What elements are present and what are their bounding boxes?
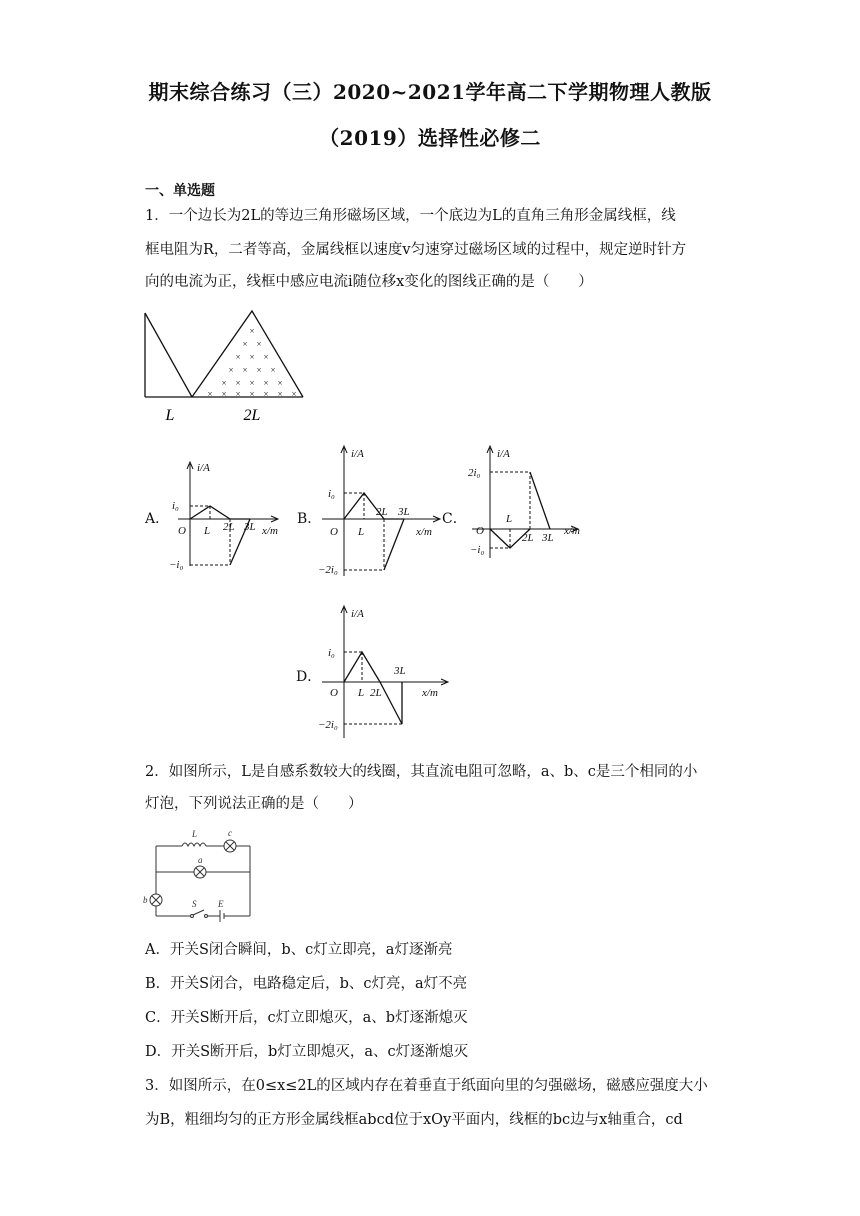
svg-text:O: O	[476, 525, 484, 537]
svg-text:2i₀: 2i₀	[468, 467, 481, 479]
svg-text:i/A: i/A	[351, 608, 364, 620]
svg-text:O: O	[330, 526, 338, 538]
svg-text:×: ×	[207, 389, 213, 399]
svg-text:×: ×	[263, 352, 269, 362]
svg-text:×: ×	[291, 389, 297, 399]
svg-text:L: L	[358, 687, 365, 699]
fig-label-L: L	[165, 407, 175, 424]
q2-option-D[interactable]: D．开关S断开后，b灯立即熄灭，a、c灯逐渐熄灭	[145, 1044, 469, 1060]
q1-line2: 框电阻为R，二者等高，金属线框以速度v匀速穿过磁场区域的过程中，规定逆时针方	[145, 242, 687, 258]
q1-option-B[interactable]: B．	[297, 511, 322, 527]
svg-text:×: ×	[221, 389, 227, 399]
svg-text:×: ×	[277, 389, 283, 399]
svg-text:×: ×	[256, 365, 262, 375]
q1-graph-D[interactable]	[318, 602, 458, 742]
svg-text:3L: 3L	[394, 665, 406, 677]
svg-text:E: E	[218, 899, 224, 909]
q2-option-B[interactable]: B．开关S闭合，电路稳定后，b、c灯亮，a灯不亮	[145, 976, 468, 992]
svg-text:×: ×	[256, 339, 262, 349]
q2-option-C[interactable]: C．开关S断开后，c灯立即熄灭，a、b灯逐渐熄灭	[145, 1010, 468, 1026]
q1-option-D[interactable]: D．	[296, 669, 322, 685]
svg-text:O: O	[330, 687, 338, 699]
svg-text:x/m: x/m	[262, 525, 278, 537]
svg-text:i₀: i₀	[328, 647, 335, 659]
svg-text:3L: 3L	[244, 521, 256, 533]
doc-title-line1: 期末综合练习（三）2020~2021学年高二下学期物理人教版	[148, 80, 712, 104]
svg-text:×: ×	[242, 365, 248, 375]
svg-text:−i₀: −i₀	[470, 544, 485, 556]
svg-text:×: ×	[221, 378, 227, 388]
svg-text:S: S	[192, 899, 197, 909]
svg-text:×: ×	[277, 378, 283, 388]
q2-line2: 灯泡，下列说法正确的是（ ）	[145, 796, 363, 812]
svg-text:i/A: i/A	[197, 462, 210, 474]
svg-text:i/A: i/A	[497, 448, 510, 460]
svg-text:×: ×	[235, 378, 241, 388]
doc-title-line2: （2019）选择性必修二	[319, 126, 541, 150]
svg-text:L: L	[358, 526, 365, 538]
section-heading: 一、单选题	[145, 183, 215, 199]
svg-text:2L: 2L	[223, 521, 235, 533]
svg-text:−2i₀: −2i₀	[318, 564, 338, 576]
q1-option-A[interactable]: A．	[145, 511, 170, 527]
svg-text:L: L	[204, 525, 211, 537]
q2-circuit-figure	[142, 826, 262, 926]
svg-text:×: ×	[235, 352, 241, 362]
svg-text:−2i₀: −2i₀	[318, 719, 338, 731]
svg-text:×: ×	[249, 352, 255, 362]
svg-text:×: ×	[263, 378, 269, 388]
svg-text:x/m: x/m	[564, 525, 580, 537]
svg-text:×: ×	[263, 389, 269, 399]
q3-line1: 3．如图所示，在0≤x≤2L的区域内存在着垂直于纸面向里的匀强磁场，磁感应强度大小	[145, 1078, 708, 1094]
svg-text:2L: 2L	[370, 687, 382, 699]
q1-line3: 向的电流为正，线框中感应电流i随位移x变化的图线正确的是（ ）	[145, 274, 593, 290]
svg-text:c: c	[228, 828, 232, 838]
q3-line2: 为B，粗细均匀的正方形金属线框abcd位于xOy平面内，线框的bc边与x轴重合，cd	[145, 1112, 683, 1128]
svg-text:2L: 2L	[376, 506, 388, 518]
svg-text:L: L	[192, 829, 198, 839]
q1-option-C[interactable]: C．	[442, 511, 467, 527]
svg-text:i₀: i₀	[172, 500, 179, 512]
svg-text:L: L	[506, 513, 513, 525]
fig-label-2L: 2L	[243, 407, 261, 424]
svg-text:O: O	[178, 525, 186, 537]
svg-text:×: ×	[249, 378, 255, 388]
svg-text:×: ×	[270, 365, 276, 375]
svg-text:×: ×	[242, 339, 248, 349]
svg-text:×: ×	[249, 389, 255, 399]
svg-text:x/m: x/m	[416, 526, 432, 538]
q1-graph-A[interactable]	[168, 458, 288, 578]
q1-graph-B[interactable]	[318, 442, 448, 582]
svg-text:3L: 3L	[398, 506, 410, 518]
svg-text:i/A: i/A	[351, 448, 364, 460]
svg-text:x/m: x/m	[422, 687, 438, 699]
q1-line1: 1．一个边长为2L的等边三角形磁场区域，一个底边为L的直角三角形金属线框，线	[145, 208, 676, 224]
svg-text:−i₀: −i₀	[169, 559, 184, 571]
q1-graph-C[interactable]	[466, 442, 596, 562]
q2-option-A[interactable]: A．开关S闭合瞬间，b、c灯立即亮，a灯逐渐亮	[145, 942, 453, 958]
svg-text:b: b	[143, 895, 148, 905]
svg-text:3L: 3L	[542, 532, 554, 544]
svg-text:×: ×	[249, 326, 255, 336]
svg-text:×: ×	[235, 389, 241, 399]
svg-text:2L: 2L	[522, 532, 534, 544]
q1-field-figure	[140, 305, 315, 430]
svg-text:a: a	[198, 855, 203, 865]
q2-line1: 2．如图所示，L是自感系数较大的线圈，其直流电阻可忽略，a、b、c是三个相同的小	[145, 764, 698, 780]
svg-text:i₀: i₀	[328, 488, 335, 500]
svg-text:×: ×	[228, 365, 234, 375]
